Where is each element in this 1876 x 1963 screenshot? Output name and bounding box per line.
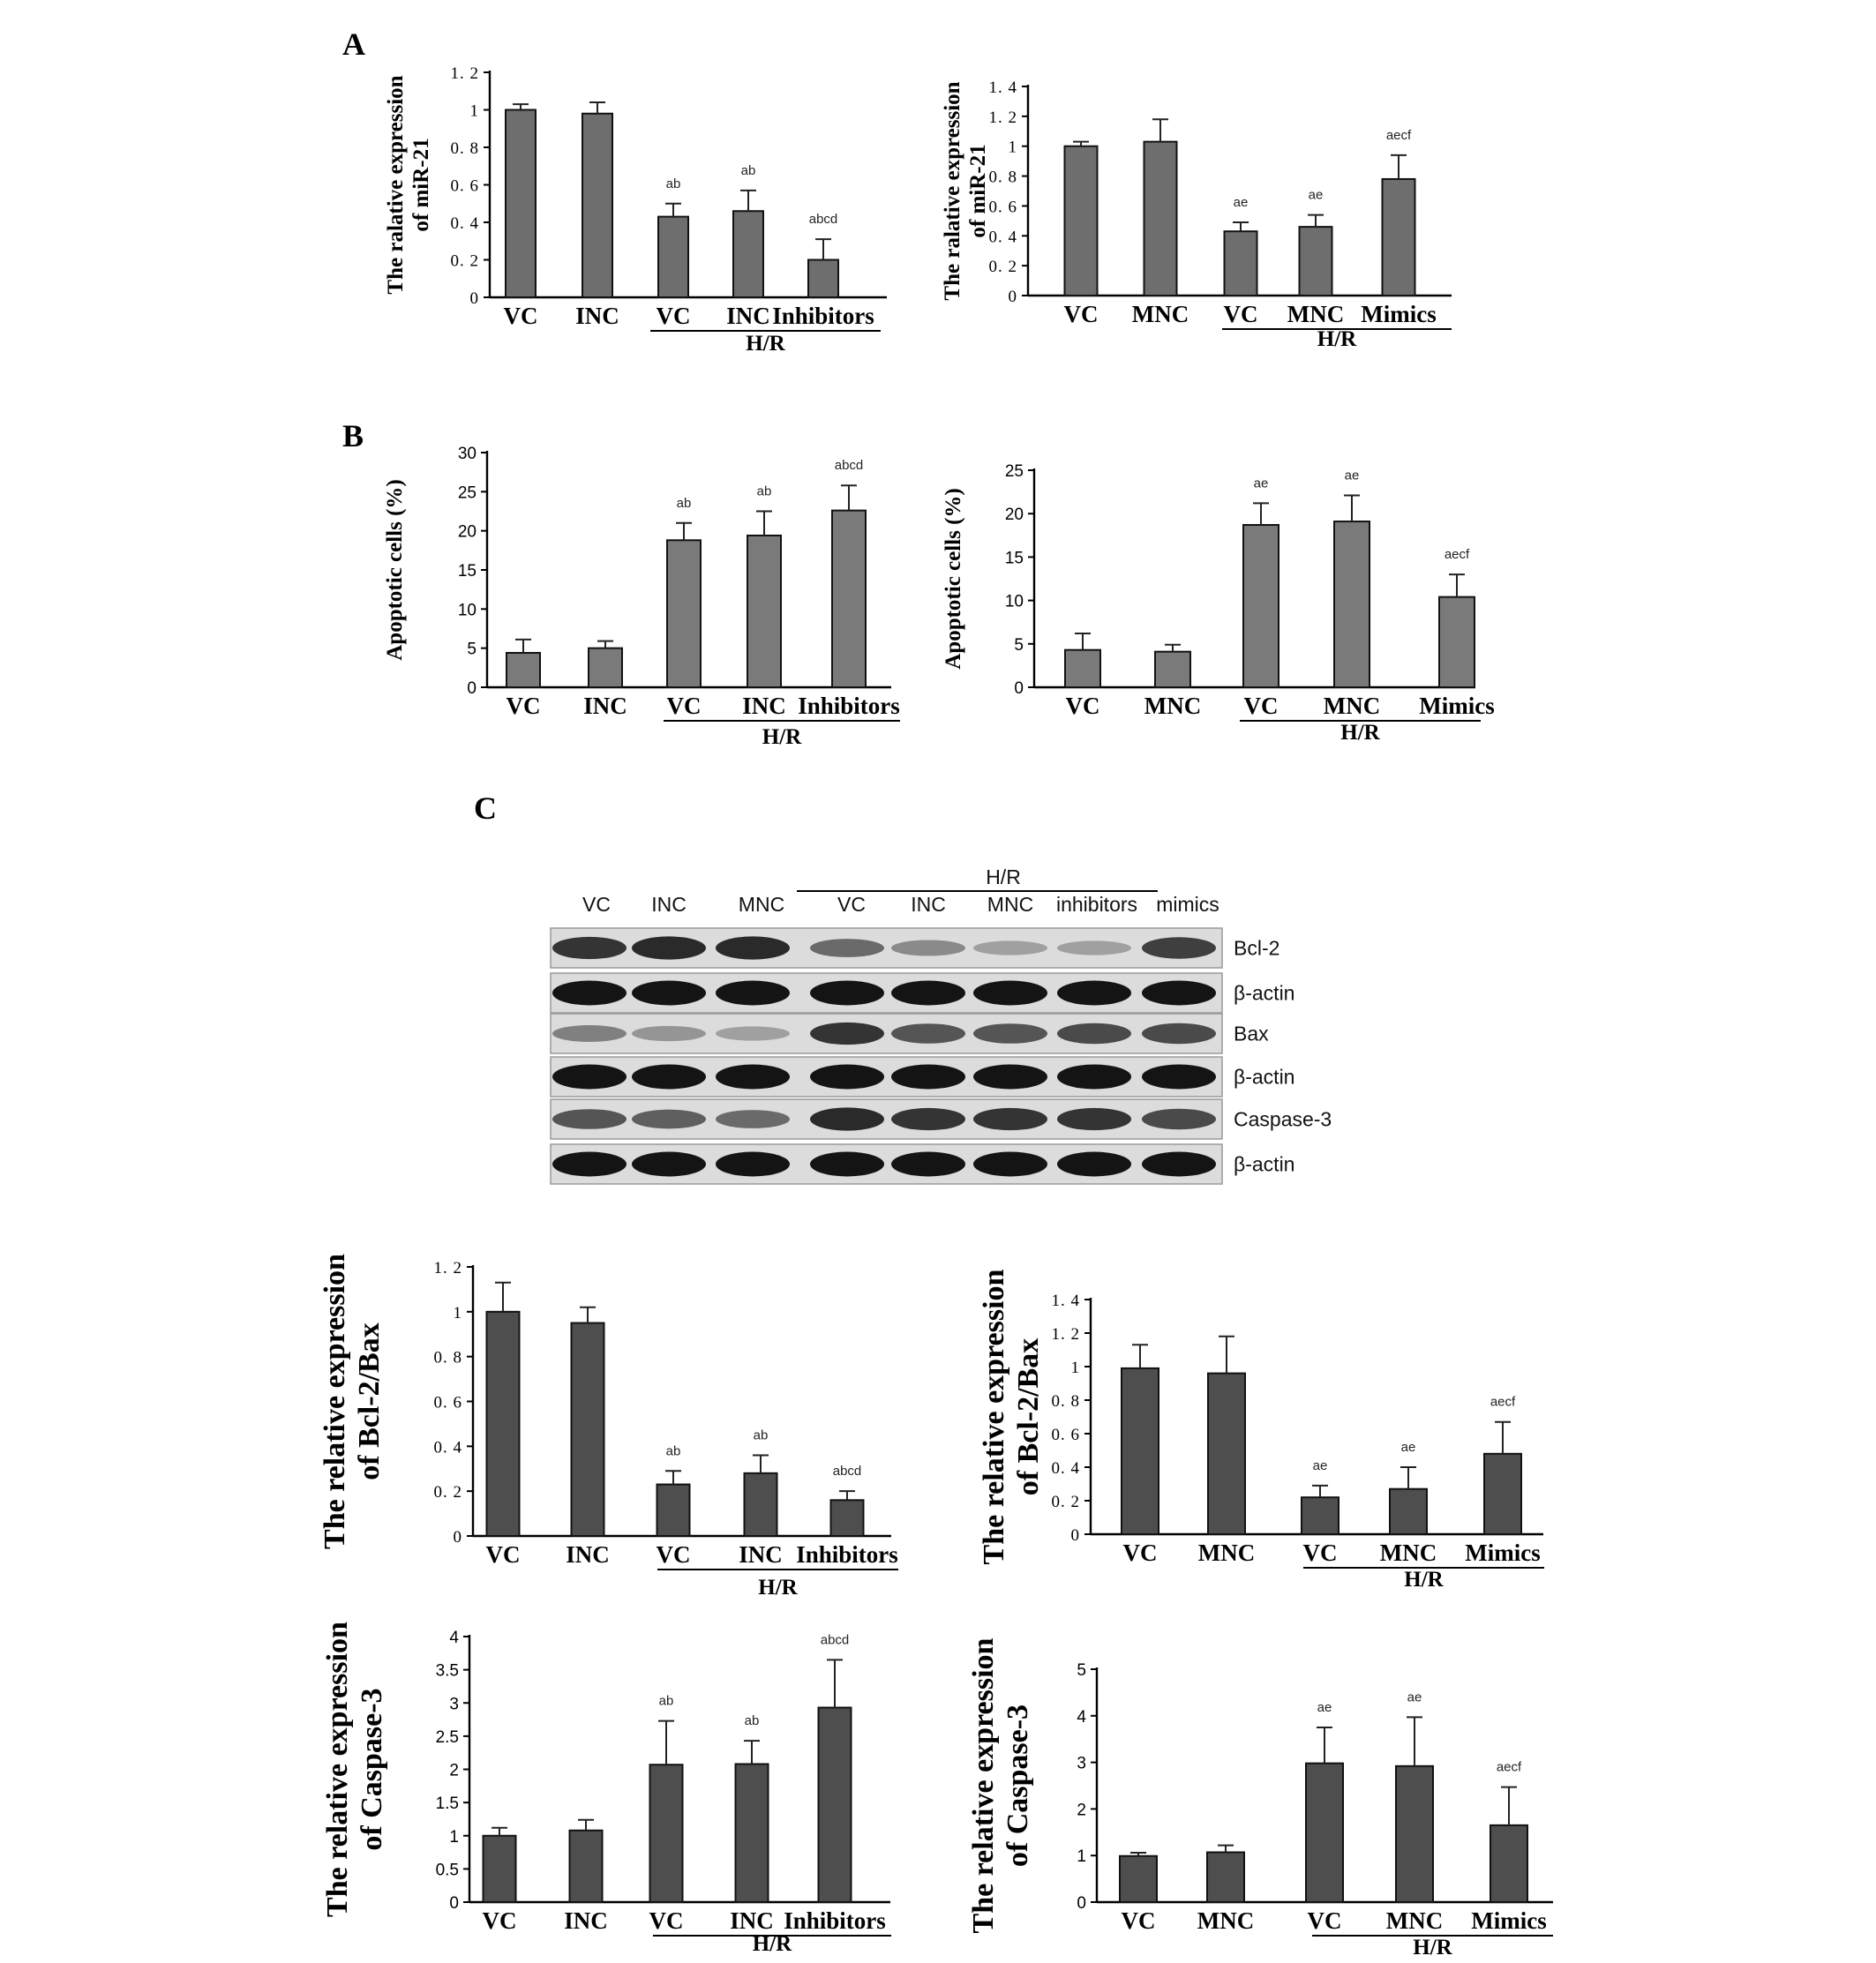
- category-label: MNC: [1287, 301, 1345, 327]
- category-label: Inhibitors: [798, 693, 900, 719]
- category-label: MNC: [1379, 1540, 1437, 1566]
- category-label: INC: [739, 1541, 783, 1568]
- blot-row-label: β-actin: [1234, 1152, 1295, 1176]
- significance-label: abcd: [808, 212, 838, 228]
- significance-label: ae: [1308, 187, 1324, 203]
- blot-lane-label: INC: [651, 893, 687, 916]
- y-tick-label: 0. 6: [433, 1393, 462, 1412]
- blot-group-label: H/R: [986, 865, 1021, 888]
- blot-band: [973, 1065, 1047, 1090]
- y-tick-label: 3: [1077, 1754, 1086, 1773]
- blot-band: [810, 981, 884, 1006]
- chart-B-right: [942, 462, 1495, 745]
- blot-band: [891, 1023, 965, 1044]
- y-tick-label: 1: [1070, 1359, 1080, 1377]
- bar: [1390, 1489, 1427, 1534]
- y-tick-label: 3: [449, 1695, 459, 1714]
- blot-band: [1057, 1108, 1131, 1130]
- bar: [487, 1312, 520, 1536]
- blot-band: [810, 1107, 884, 1130]
- category-label: VC: [1065, 693, 1100, 719]
- bar: [1225, 231, 1257, 296]
- y-tick-label: 0. 4: [450, 214, 479, 233]
- y-tick-label: 15: [457, 562, 477, 581]
- blot-band: [891, 1065, 965, 1090]
- y-axis-label: of Bcl-2/Bax: [353, 1322, 386, 1480]
- y-axis-label: Apoptotic cells (%): [942, 488, 965, 670]
- blot-band: [552, 937, 627, 959]
- blot-band: [891, 940, 965, 955]
- y-axis-label: The ralative expression: [384, 75, 408, 295]
- blot-band: [891, 981, 965, 1006]
- y-tick-label: 25: [457, 483, 477, 503]
- blot-band: [810, 1065, 884, 1090]
- blot-band: [632, 981, 706, 1006]
- blot-band: [1142, 1065, 1216, 1090]
- y-axis-label: of miR-21: [965, 144, 990, 238]
- y-tick-label: 0: [467, 679, 477, 698]
- y-tick-label: 0. 8: [450, 139, 479, 158]
- significance-label: ab: [658, 1693, 674, 1709]
- bar: [658, 217, 688, 297]
- y-tick-label: 1. 2: [433, 1259, 462, 1277]
- category-label: VC: [656, 303, 691, 329]
- y-tick-label: 1: [1077, 1847, 1086, 1867]
- group-label: H/R: [762, 725, 802, 749]
- significance-label: ab: [665, 1443, 681, 1459]
- blot-band: [632, 936, 706, 959]
- category-label: VC: [1243, 693, 1279, 719]
- blot-band: [632, 1026, 706, 1041]
- y-tick-label: 5: [1014, 635, 1024, 655]
- blot-row-label: β-actin: [1234, 981, 1295, 1005]
- chart-B-left: [383, 445, 900, 749]
- category-label: MNC: [1385, 1907, 1444, 1934]
- blot-band: [1142, 1023, 1216, 1045]
- significance-label: ae: [1253, 476, 1269, 491]
- significance-label: ae: [1407, 1690, 1422, 1705]
- bar: [1439, 597, 1475, 687]
- significance-label: ab: [740, 162, 756, 178]
- bar: [570, 1831, 603, 1902]
- bar: [1207, 1853, 1244, 1902]
- bar: [1302, 1497, 1339, 1534]
- chart-C-bcl2bax-right: [978, 1269, 1544, 1592]
- y-tick-label: 1. 2: [1051, 1325, 1080, 1344]
- blot-band: [716, 1152, 790, 1177]
- bar: [1396, 1766, 1433, 1902]
- significance-label: ae: [1312, 1457, 1328, 1473]
- bar: [667, 540, 701, 687]
- blot-row-label: Caspase-3: [1234, 1107, 1332, 1131]
- significance-label: aecf: [1444, 547, 1470, 563]
- significance-label: abcd: [820, 1632, 850, 1648]
- bar: [832, 511, 866, 687]
- significance-label: ae: [1317, 1700, 1332, 1715]
- category-label: VC: [1122, 1540, 1158, 1566]
- bar: [1065, 650, 1100, 687]
- y-axis-label: Apoptotic cells (%): [383, 479, 407, 661]
- chart-A-right: [941, 79, 1452, 351]
- blot-band: [973, 1023, 1047, 1044]
- group-label: H/R: [758, 1576, 798, 1600]
- group-label: H/R: [1340, 721, 1380, 745]
- y-tick-label: 0.5: [435, 1861, 459, 1880]
- category-label: INC: [564, 1907, 608, 1934]
- y-axis-label: The relative expression: [321, 1622, 354, 1917]
- category-label: Inhibitors: [784, 1907, 886, 1934]
- y-tick-label: 20: [1004, 506, 1024, 525]
- bar: [831, 1500, 864, 1536]
- group-label: H/R: [1317, 327, 1357, 351]
- group-label: H/R: [1404, 1568, 1444, 1592]
- category-label: MNC: [1144, 693, 1202, 719]
- bar: [1208, 1374, 1245, 1534]
- chart-C-casp3-left: [321, 1622, 891, 1956]
- y-tick-label: 0. 6: [1051, 1426, 1080, 1444]
- category-label: INC: [575, 303, 619, 329]
- y-tick-label: 1: [453, 1303, 462, 1322]
- y-tick-label: 15: [1004, 549, 1024, 568]
- bar: [736, 1764, 769, 1902]
- blot-lane-label: VC: [837, 893, 866, 916]
- y-tick-label: 25: [1004, 462, 1024, 481]
- category-label: VC: [656, 1541, 691, 1568]
- significance-label: abcd: [834, 458, 864, 474]
- y-tick-label: 0. 4: [988, 228, 1017, 247]
- blot-lane-label: MNC: [738, 893, 785, 916]
- blot-band: [891, 1152, 965, 1177]
- y-tick-label: 1: [469, 101, 479, 121]
- y-tick-label: 4: [1077, 1707, 1086, 1727]
- y-tick-label: 0: [1008, 288, 1017, 306]
- y-tick-label: 20: [457, 522, 477, 542]
- y-tick-label: 0. 8: [433, 1348, 462, 1367]
- blot-band: [973, 981, 1047, 1006]
- blot-band: [552, 1025, 627, 1042]
- category-label: MNC: [1197, 1907, 1255, 1934]
- bar: [484, 1836, 516, 1902]
- significance-label: ae: [1400, 1440, 1416, 1455]
- blot-lane-label: MNC: [987, 893, 1034, 916]
- blot-band: [810, 1023, 884, 1045]
- blot-band: [973, 1152, 1047, 1177]
- y-axis-label: of Caspase-3: [356, 1688, 389, 1851]
- bar: [1065, 146, 1098, 296]
- bar: [1300, 227, 1332, 296]
- category-label: MNC: [1197, 1540, 1256, 1566]
- category-label: INC: [583, 693, 627, 719]
- category-label: Inhibitors: [772, 303, 874, 329]
- panel-label-c: C: [474, 790, 497, 826]
- y-tick-label: 10: [1004, 592, 1024, 611]
- category-label: VC: [503, 303, 538, 329]
- blot-row-label: Bcl-2: [1234, 936, 1280, 960]
- bar: [507, 653, 540, 687]
- y-tick-label: 0: [1014, 679, 1024, 698]
- blot-band: [1057, 1065, 1131, 1090]
- significance-label: aecf: [1496, 1759, 1522, 1775]
- y-tick-label: 2.5: [435, 1727, 459, 1747]
- y-axis-label: The relative expression: [319, 1254, 351, 1549]
- category-label: INC: [726, 303, 770, 329]
- blot-band: [552, 1109, 627, 1129]
- y-tick-label: 0. 4: [433, 1438, 462, 1457]
- bar: [650, 1764, 683, 1902]
- significance-label: ae: [1344, 468, 1360, 483]
- panel-label-a: A: [342, 26, 365, 62]
- category-label: VC: [1223, 301, 1258, 327]
- blot-row-label: Bax: [1234, 1022, 1269, 1045]
- y-axis-label: of miR-21: [409, 138, 433, 232]
- bar: [572, 1323, 604, 1536]
- chart-A-left: [384, 64, 887, 356]
- y-tick-label: 0. 8: [1051, 1392, 1080, 1411]
- blot-row-label: β-actin: [1234, 1065, 1295, 1089]
- blot-band: [1057, 940, 1131, 955]
- group-label: H/R: [746, 332, 785, 356]
- category-label: VC: [482, 1907, 517, 1934]
- bar: [1383, 179, 1415, 296]
- y-tick-label: 0. 2: [1051, 1493, 1080, 1511]
- y-tick-label: 10: [457, 601, 477, 620]
- y-tick-label: 30: [457, 445, 477, 463]
- y-tick-label: 4: [449, 1629, 459, 1647]
- y-tick-label: 1: [1008, 138, 1017, 157]
- blot-band: [632, 1110, 706, 1129]
- y-axis-label: The relative expression: [978, 1269, 1010, 1565]
- blot-band: [716, 1065, 790, 1090]
- blot-band: [716, 981, 790, 1006]
- bar: [819, 1708, 852, 1902]
- category-label: VC: [1063, 301, 1099, 327]
- y-tick-label: 0. 4: [1051, 1459, 1080, 1478]
- blot-band: [716, 1110, 790, 1128]
- blot-lane-label: INC: [911, 893, 946, 916]
- y-tick-label: 0. 6: [450, 176, 479, 196]
- category-label: MNC: [1131, 301, 1189, 327]
- y-axis-label: The ralative expression: [941, 81, 964, 301]
- category-label: VC: [506, 693, 541, 719]
- blot-band: [973, 940, 1047, 955]
- y-tick-label: 1. 2: [988, 108, 1017, 127]
- y-tick-label: 1. 4: [988, 79, 1017, 97]
- blot-lane-label: inhibitors: [1055, 893, 1138, 916]
- bar: [589, 648, 622, 687]
- group-label: H/R: [752, 1932, 792, 1956]
- bar: [747, 536, 781, 687]
- y-tick-label: 1. 2: [450, 64, 479, 83]
- category-label: Mimics: [1419, 693, 1495, 719]
- chart-C-bcl2bax-left: [319, 1254, 898, 1600]
- western-blot: [551, 865, 1332, 1184]
- bar: [657, 1485, 690, 1536]
- blot-band: [973, 1108, 1047, 1130]
- bar: [1144, 142, 1177, 296]
- category-label: VC: [485, 1541, 521, 1568]
- y-tick-label: 0. 2: [988, 258, 1017, 277]
- group-label: H/R: [1413, 1936, 1452, 1959]
- y-tick-label: 2: [1077, 1801, 1086, 1820]
- blot-band: [632, 1065, 706, 1090]
- bar: [1306, 1764, 1343, 1902]
- blot-band: [716, 1026, 790, 1040]
- y-tick-label: 0: [453, 1528, 462, 1547]
- blot-band: [1057, 1023, 1131, 1045]
- blot-band: [552, 981, 627, 1006]
- category-label: Mimics: [1361, 301, 1437, 327]
- panel-label-b: B: [342, 418, 364, 453]
- category-label: VC: [1302, 1540, 1338, 1566]
- category-label: VC: [1307, 1907, 1342, 1934]
- y-tick-label: 0: [469, 289, 479, 308]
- blot-band: [1142, 1109, 1216, 1130]
- y-tick-label: 1: [449, 1827, 459, 1847]
- significance-label: abcd: [832, 1464, 862, 1480]
- category-label: INC: [730, 1907, 774, 1934]
- bar: [1490, 1825, 1527, 1902]
- chart-C-casp3-right: [967, 1637, 1553, 1959]
- bar: [745, 1473, 777, 1536]
- blot-lane-label: VC: [582, 893, 611, 916]
- blot-band: [810, 1152, 884, 1177]
- blot-lane-label: mimics: [1156, 893, 1219, 916]
- blot-band: [1142, 981, 1216, 1006]
- significance-label: ab: [744, 1713, 760, 1729]
- category-label: VC: [649, 1907, 684, 1934]
- blot-band: [810, 939, 884, 957]
- bar: [733, 211, 763, 297]
- significance-label: ab: [756, 483, 772, 499]
- bar: [1334, 521, 1369, 687]
- category-label: INC: [566, 1541, 610, 1568]
- significance-label: aecf: [1385, 127, 1412, 143]
- y-tick-label: 1.5: [435, 1794, 459, 1814]
- y-tick-label: 5: [467, 640, 477, 659]
- y-tick-label: 0. 2: [450, 251, 479, 271]
- y-tick-label: 0. 2: [433, 1483, 462, 1502]
- category-label: Mimics: [1465, 1540, 1541, 1566]
- y-tick-label: 3.5: [435, 1661, 459, 1681]
- significance-label: aecf: [1490, 1394, 1516, 1410]
- significance-label: ab: [665, 176, 681, 191]
- blot-band: [891, 1108, 965, 1130]
- bar: [1155, 652, 1190, 687]
- bar: [582, 114, 612, 297]
- y-tick-label: 0. 8: [988, 168, 1017, 187]
- bar: [1122, 1368, 1159, 1534]
- category-label: VC: [666, 693, 702, 719]
- category-label: Inhibitors: [796, 1541, 898, 1568]
- significance-label: ab: [676, 495, 692, 511]
- y-tick-label: 5: [1077, 1661, 1086, 1680]
- blot-band: [552, 1152, 627, 1177]
- blot-band: [1057, 1152, 1131, 1177]
- bar: [1120, 1856, 1157, 1902]
- y-tick-label: 0: [1077, 1894, 1086, 1913]
- significance-label: ae: [1233, 195, 1249, 211]
- y-axis-label: of Caspase-3: [1002, 1704, 1035, 1868]
- blot-band: [716, 936, 790, 959]
- blot-band: [1142, 937, 1216, 958]
- blot-band: [632, 1152, 706, 1177]
- y-tick-label: 1. 4: [1051, 1292, 1080, 1310]
- y-tick-label: 0. 6: [988, 198, 1017, 217]
- significance-label: ab: [753, 1427, 769, 1443]
- category-label: Mimics: [1471, 1907, 1547, 1934]
- category-label: MNC: [1323, 693, 1381, 719]
- category-label: VC: [1121, 1907, 1156, 1934]
- bar: [1484, 1454, 1521, 1534]
- y-tick-label: 0: [1070, 1526, 1080, 1545]
- bar: [1243, 525, 1279, 687]
- bar: [506, 110, 536, 298]
- bar: [808, 260, 838, 298]
- y-axis-label: The relative expression: [967, 1637, 1000, 1934]
- category-label: INC: [742, 693, 786, 719]
- blot-band: [1142, 1152, 1216, 1177]
- blot-band: [552, 1065, 627, 1090]
- y-tick-label: 2: [449, 1761, 459, 1780]
- y-axis-label: of Bcl-2/Bax: [1012, 1337, 1046, 1496]
- blot-band: [1057, 981, 1131, 1006]
- y-tick-label: 0: [449, 1894, 459, 1913]
